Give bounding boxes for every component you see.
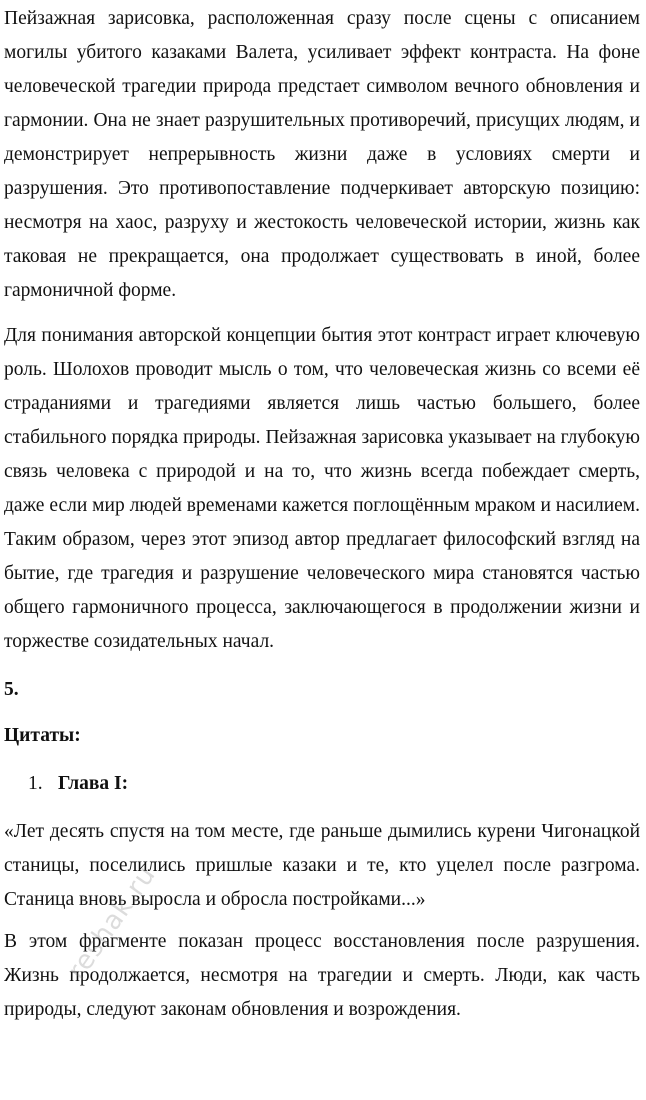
paragraph-landscape-contrast: Пейзажная зарисовка, расположенная сразу после сцены с описанием могилы убитого казаками Валета, усиливает эффект контраста. На фоне человеческой трагедии природа предстает символом вечного обновления и гармонии. Она не знает разрушительных противоречий, присущих людям, и демонстрирует непрерывность жизни даже в условиях смерти и разрушения. Это противопоставление подчеркивает авторскую позицию: несмотря на хаос, разруху и жестокость человеческой истории, жизнь как таковая не прекращается, она продолжает существовать в иной, более гармоничной форме. <box>4 8 640 301</box>
paragraph-restoration: В этом фрагменте показан процесс восстановления после разрушения. Жизнь продолжается, несмотря на трагедии и смерть. Люди, как часть природы, следуют законам обновления и возрождения. <box>4 931 640 1020</box>
quotes-heading: Цитаты: <box>4 725 81 746</box>
paragraph-author-concept: Для понимания авторской концепции бытия этот контраст играет ключевую роль. Шолохов проводит мысль о том, что человеческая жизнь со всеми её страданиями и трагедиями является лишь частью большего, более стабильного порядка природы. Пейзажная зарисовка указывает на глубокую связь человека с природой и на то, что жизнь всегда побеждает смерть, даже если мир людей временами кажется поглощённым мраком и насилием. Таким образом, через этот эпизод автор предлагает философский взгляд на бытие, где трагедия и разрушение человеческого мира становятся частью общего гармоничного процесса, заключающегося в продолжении жизни и торжестве созидательных начал. <box>4 325 640 652</box>
list-item-number: 1. <box>28 773 43 794</box>
quote-paragraph: «Лет десять спустя на том месте, где раньше дымились курени Чигонацкой станицы, поселились пришлые казаки и те, кто уцелел после разгрома. Станица вновь выросла и обросла постройками...» <box>4 821 640 910</box>
section-number: 5. <box>4 679 19 700</box>
list-item-chapter-1 <box>4 767 640 801</box>
watermark-logo: reshak.ru <box>62 860 163 986</box>
list-item-title: Глава I: <box>58 773 129 794</box>
